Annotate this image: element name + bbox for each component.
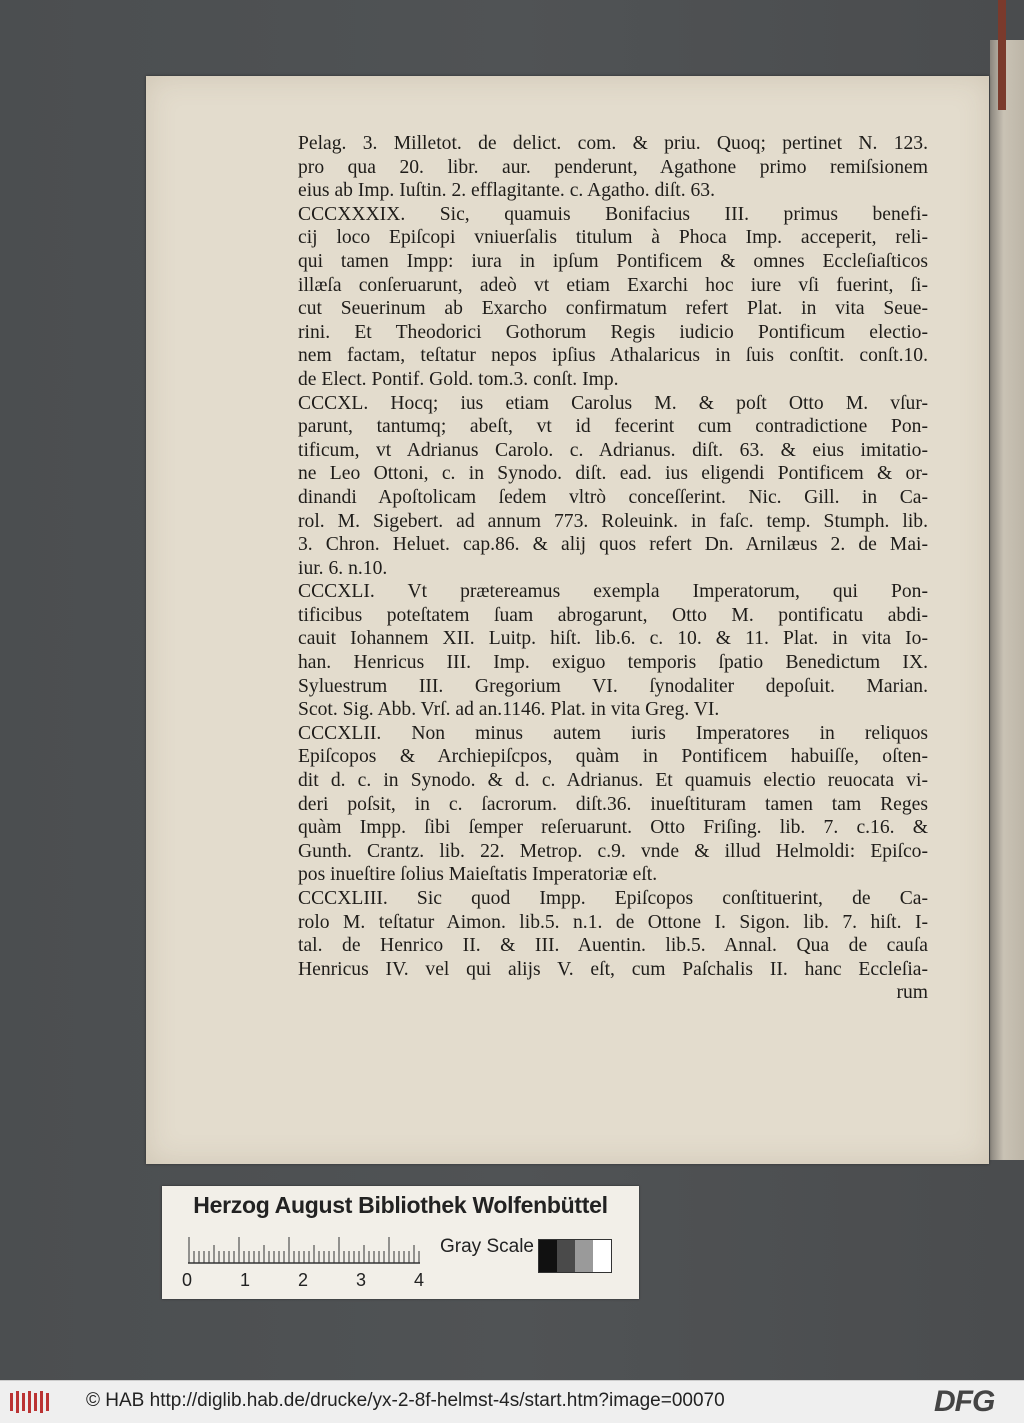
text-line: cut Seuerinum ab Exarcho confirmatum refert Plat. in vita Seue- [298,298,928,320]
gray-scale-swatches [538,1239,612,1273]
gray-swatch [593,1240,611,1272]
library-name: Herzog August Bibliothek Wolfenbüttel [193,1192,608,1218]
text-line: parunt, tantumq; abeſt, vt id fecerint cum contradictione Pon- [298,416,928,438]
hab-logo-icon [10,1389,50,1415]
text-line: deri poſsit, in c. ſacrorum. diſt.36. inueſtituram tamen tam Reges [298,793,928,815]
text-line: dinandi Apoſtolicam ſedem vltrò conceſſerint. Nic. Gill. in Ca- [298,486,928,508]
gray-swatch [575,1240,593,1272]
gray-swatch [557,1240,575,1272]
text-line: dit d. c. in Synodo. & d. c. Adrianus. Et quamuis electio reuocata vi- [298,770,928,792]
text-line: CCCXL. Hocq; ius etiam Carolus M. & poſt Otto M. vſur- [298,392,928,414]
binding-strip [998,0,1006,110]
text-line: illæſa conſeruarunt, adeò vt etiam Exarchi hoc iure vſi fuerint, ſi- [298,274,928,296]
text-line: pos inueſtire ſolius Maieſtatis Imperatoriæ eſt. [298,864,658,886]
text-line: Epiſcopos & Archiepiſcpos, quàm in Pontificem habuiſſe, oſten- [298,746,928,768]
dfg-logo: DFG [934,1385,995,1418]
ruler-number: 3 [356,1270,367,1290]
text-line: tificibus poteſtatem ſuam abrogarunt, Otto M. pontificatu abdi- [298,604,928,626]
text-line: cij loco Epiſcopi vniuerſalis titulum à Phoca Imp. acceperit, reli- [298,227,928,249]
text-line: CCCXLI. Vt prætereamus exempla Imperatorum, qui Pon- [298,581,928,603]
text-line: 3. Chron. Heluet. cap.86. & alij quos refert Dn. Arnilæus 2. de Mai- [298,534,928,556]
text-line: Henricus IV. vel qui alijs V. eſt, cum Paſchalis II. hanc Eccleſia- [298,958,928,980]
gray-scale-label: Gray Scale [440,1236,534,1257]
text-line: eius ab Imp. Iuſtin. 2. efflagitante. c. Agatho. diſt. 63. [298,180,716,202]
text-line: Scot. Sig. Abb. Vrſ. ad an.1146. Plat. in vita Greg. VI. [298,699,720,721]
text-line: nem factam, teſtatur nepos ipſius Athalaricus in ſuis conſtit. conſt.10. [298,345,928,367]
footer-bar [0,1380,1024,1423]
ruler-number: 4 [414,1270,425,1290]
text-line: rolo M. teſtatur Aimon. lib.5. n.1. de Ottone I. Sigon. lib. 7. hiſt. I- [298,911,928,933]
ruler-scale [188,1236,420,1264]
text-line: de Elect. Pontif. Gold. tom.3. conſt. Imp. [298,368,619,390]
text-line: iur. 6. n.10. [298,557,388,579]
adjacent-page-edge [990,40,1024,1160]
text-line: quàm Impp. ſibi ſemper reſeruarunt. Otto Friſing. lib. 7. c.16. & [298,817,928,839]
text-line: cauit Iohannem XII. Luitp. hiſt. lib.6. c. 10. & 11. Plat. in vita Io- [298,628,928,650]
ruler-number: 1 [240,1270,251,1290]
text-line: Gunth. Crantz. lib. 22. Metrop. c.9. vnde & illud Helmoldi: Epiſco- [298,840,928,862]
text-line: Syluestrum III. Gregorium VI. ſynodaliter depoſuit. Marian. [298,675,928,697]
text-line: CCCXXXIX. Sic, quamuis Bonifacius III. primus benefi- [298,203,928,225]
text-line: tal. de Henrico II. & III. Auentin. lib.5. Annal. Qua de cauſa [298,935,928,957]
text-line: rini. Et Theodorici Gothorum Regis iudicio Pontificum electio- [298,321,928,343]
text-line: Pelag. 3. Milletot. de delict. com. & priu. Quoq; pertinet N. 123. [298,133,928,154]
text-line: rum [896,982,928,1004]
ruler-number: 0 [182,1270,193,1290]
library-label-card [162,1186,639,1299]
text-line: CCCXLIII. Sic quod Impp. Epiſcopos conſtituerint, de Ca- [298,888,928,909]
ruler-numbers [182,1270,482,1294]
text-line: han. Henricus III. Imp. exiguo temporis ſpatio Benedictum IX. [298,652,928,674]
ruler-number: 2 [298,1270,309,1290]
text-line: qui tamen Impp: iura in ipſum Pontificem & omnes Eccleſiaſticos [298,250,928,272]
copyright-url[interactable]: © HAB http://diglib.hab.de/drucke/yx-2-8f-helmst-4s/start.htm?image=00070 [86,1390,725,1411]
document-page [146,76,989,1164]
page-text [298,132,928,1005]
text-line: CCCXLII. Non minus autem iuris Imperatores in reliquos [298,722,928,744]
text-line: pro qua 20. libr. aur. penderunt, Agathone primo remiſsionem [298,156,928,178]
text-line: tificum, vt Adrianus Carolo. c. Adrianus. diſt. 63. & eius imitatio- [298,439,928,461]
text-line: ne Leo Ottoni, c. in Synodo. diſt. ead. ius eligendi Pontificem & or- [298,463,928,485]
gray-swatch [539,1240,557,1272]
text-line: rol. M. Sigebert. ad annum 773. Roleuink. in faſc. temp. Stumph. lib. [298,510,928,532]
